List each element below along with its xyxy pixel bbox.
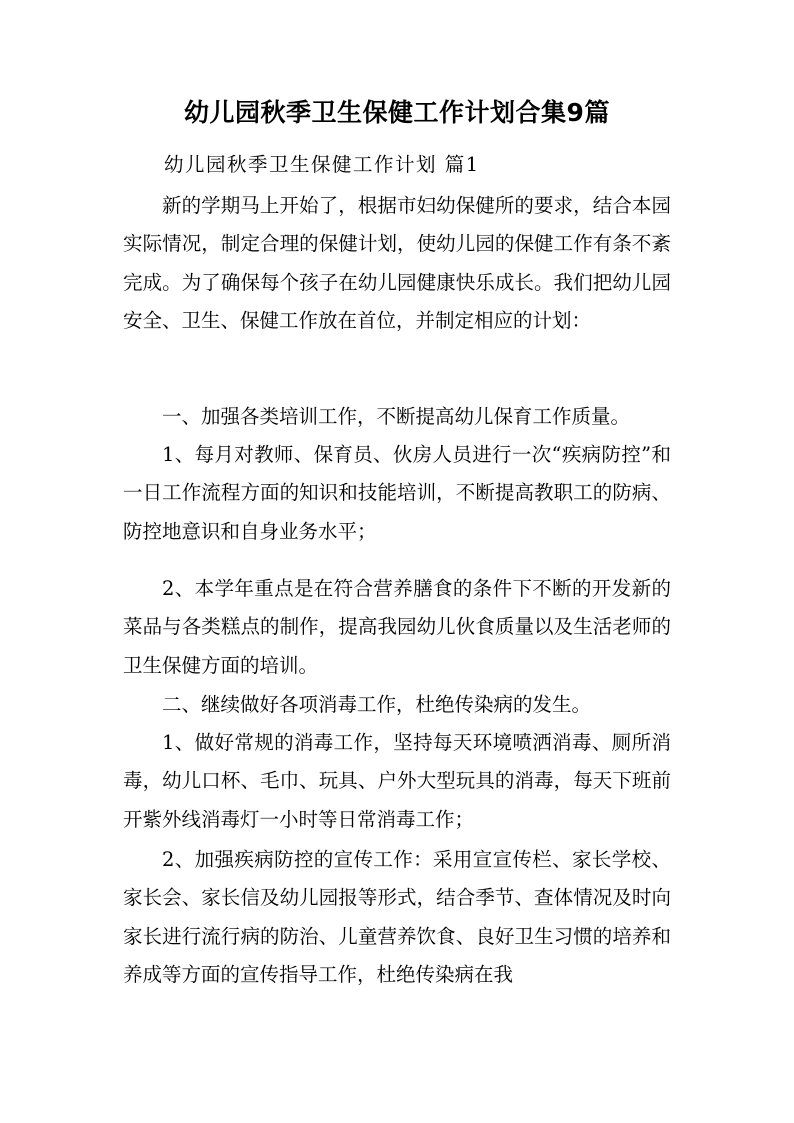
- section-heading-1: 一、加强各类培训工作，不断提高幼儿保育工作质量。: [162, 405, 631, 428]
- paragraph-1-2: 2、本学年重点是在符合营养膳食的条件下不断的开发新的菜品与各类糕点的制作，提高我园幼儿伙食质量以及生活老师的卫生保健方面的培训。: [123, 577, 671, 677]
- paragraph-2-2: 2、加强疾病防控的宣传工作：采用宣宣传栏、家长学校、家长会、家长信及幼儿园报等形式，结合季节、查体情况及时向家长进行流行病的防治、儿童营养饮食、良好卫生习惯的培养和养成等方面的宣传指导工作，杜绝传染病在我: [123, 848, 671, 986]
- paragraph-1-1: 1、每月对教师、保育员、伙房人员进行一次“疾病防控”和一日工作流程方面的知识和技能培训，不断提高教职工的防病、防控地意识和自身业务水平；: [123, 443, 671, 543]
- section-subtitle: 幼儿园秋季卫生保健工作计划 篇1: [164, 153, 480, 176]
- intro-paragraph: 新的学期马上开始了，根据市妇幼保健所的要求，结合本园实际情况，制定合理的保健计划，使幼儿园的保健工作有条不紊完成。为了确保每个孩子在幼儿园健康快乐成长。我们把幼儿园安全、卫生、保健工作放在首位，并制定相应的计划：: [123, 194, 671, 332]
- section-heading-2: 二、继续做好各项消毒工作，杜绝传染病的发生。: [162, 693, 592, 716]
- document-title: 幼儿园秋季卫生保健工作计划合集9篇: [184, 98, 610, 127]
- paragraph-2-1: 1、做好常规的消毒工作，坚持每天环境喷洒消毒、厕所消毒，幼儿口杯、毛巾、玩具、户外大型玩具的消毒，每天下班前开紫外线消毒灯一小时等日常消毒工作；: [123, 731, 671, 831]
